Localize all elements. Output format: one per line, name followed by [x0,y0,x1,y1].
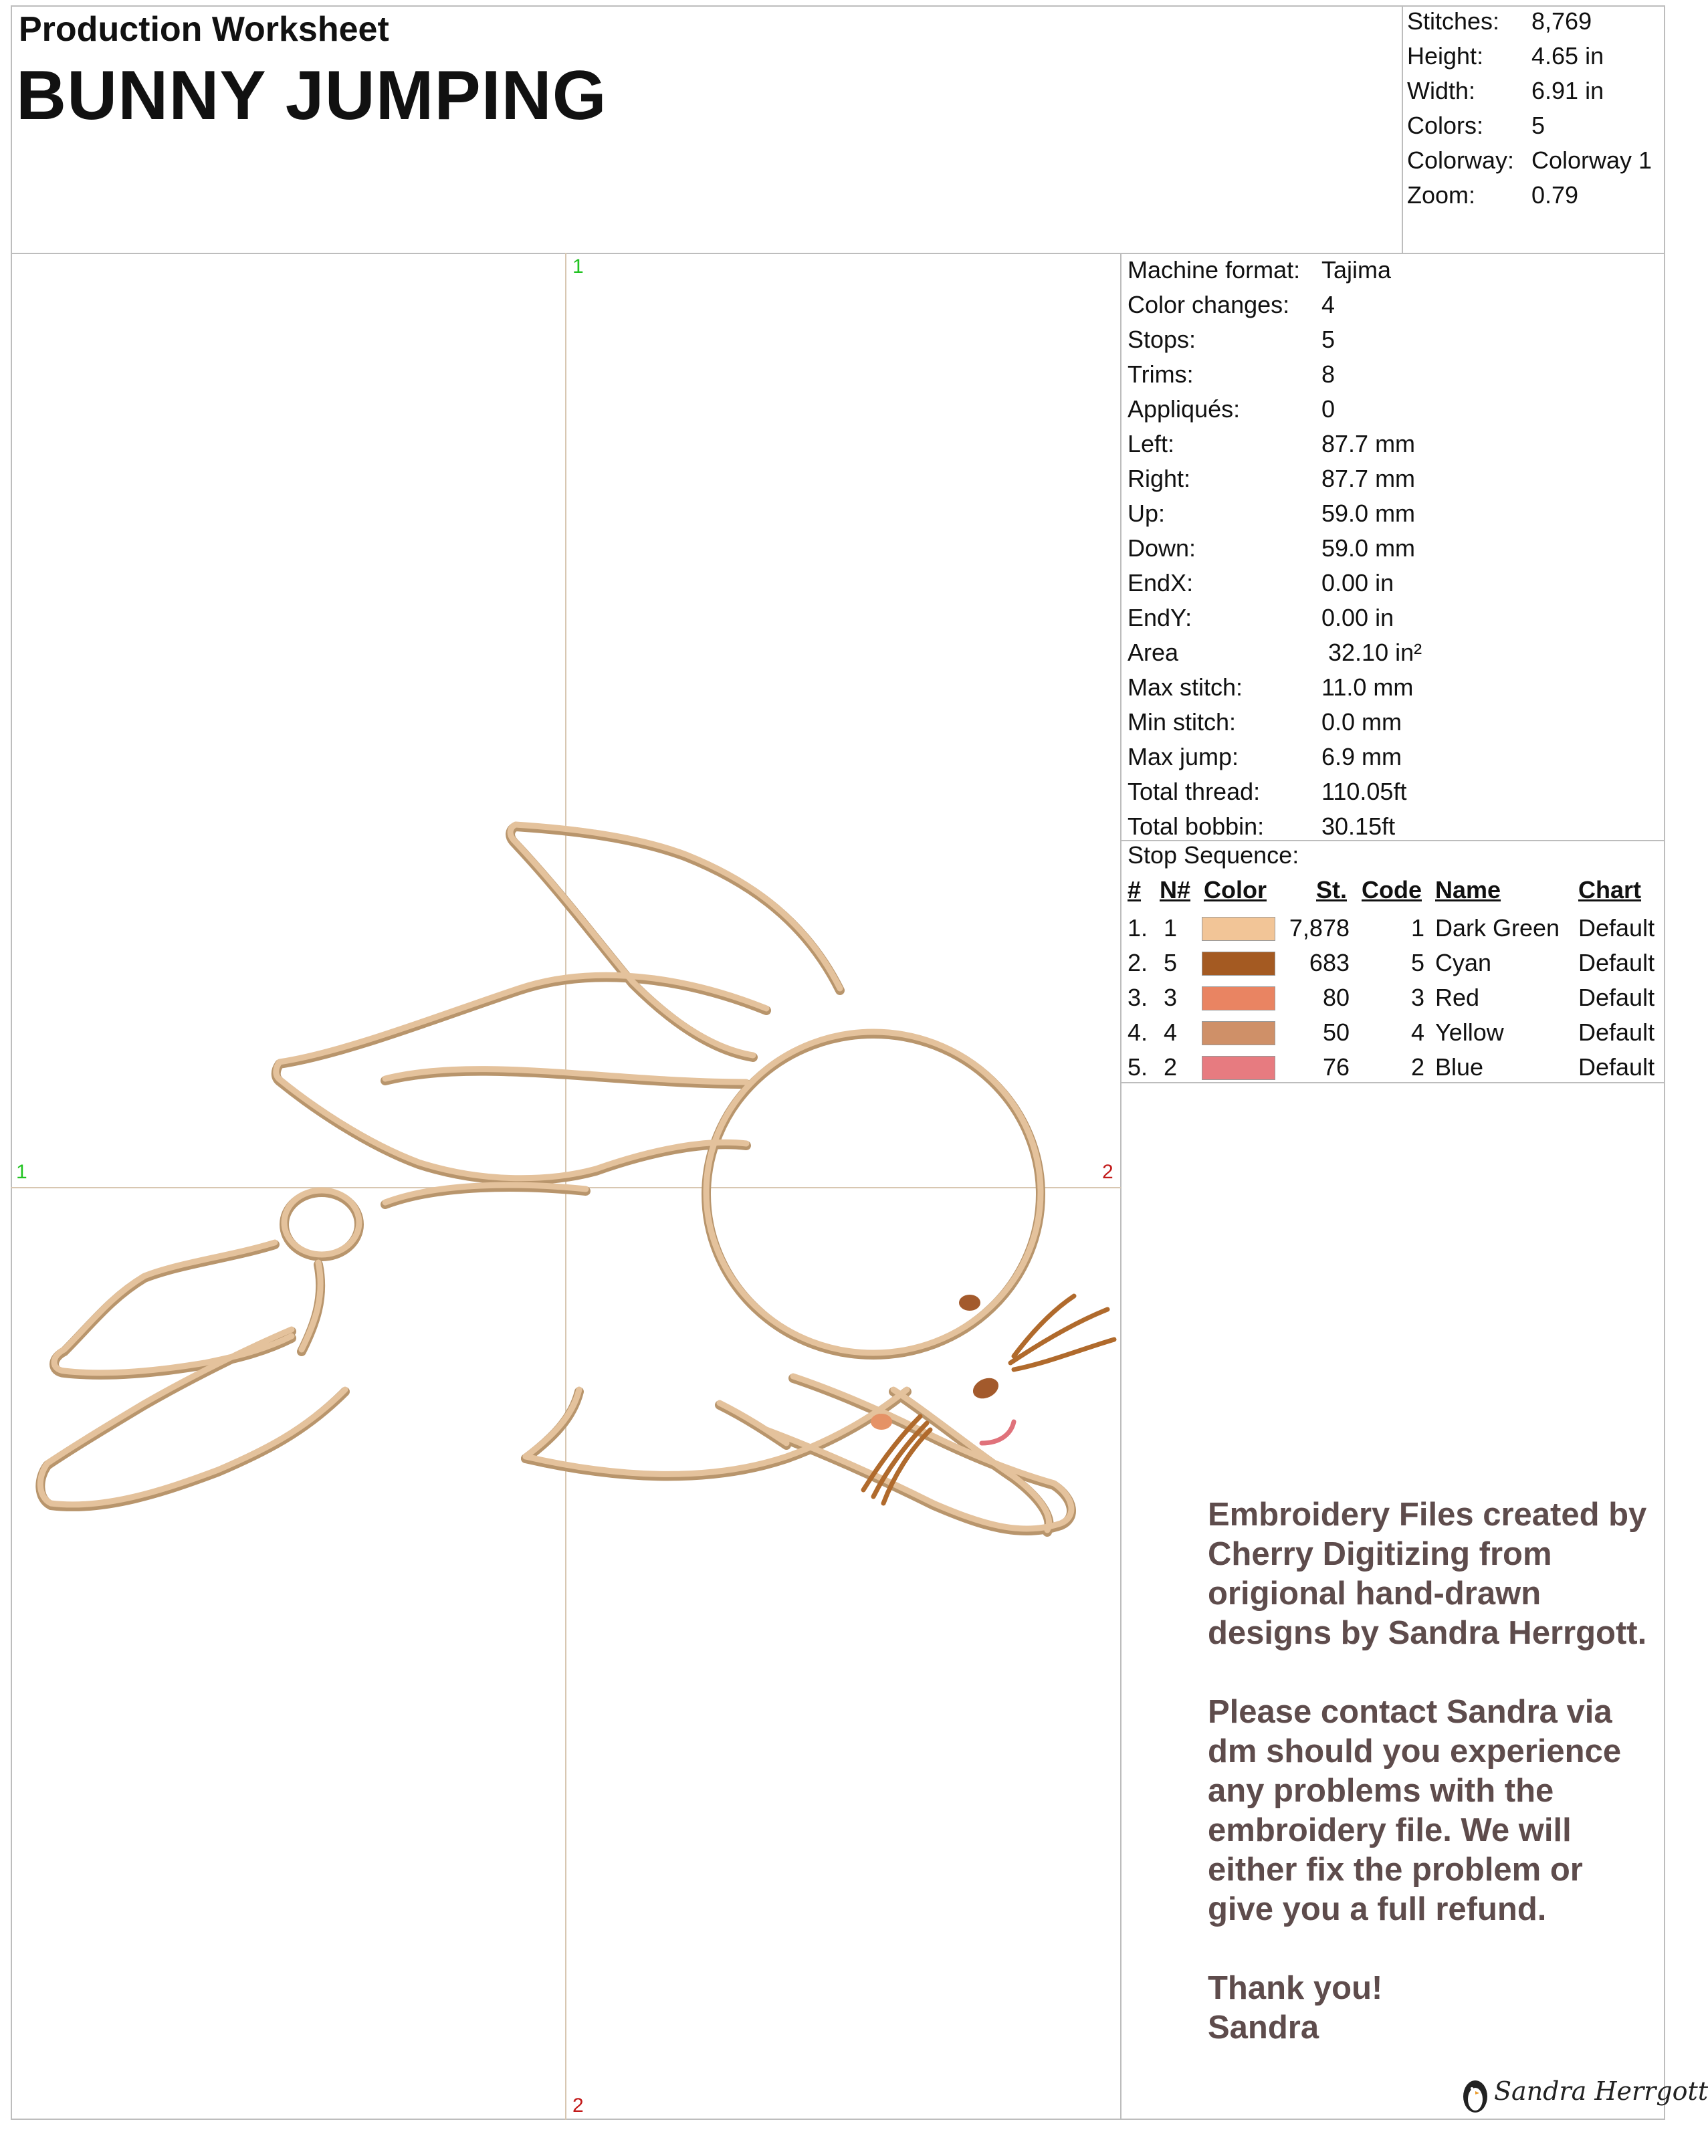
stop-name: Blue [1435,1053,1484,1081]
detail-label: Total bobbin: [1128,813,1265,840]
back-leg-lower [40,1329,345,1505]
marker-bottom: 2 [572,2094,584,2117]
front-ear [510,827,840,1057]
detail-value: 32.10 in² [1321,639,1422,666]
stop-chart: Default [1578,914,1655,942]
col-header-code: Code [1362,876,1422,903]
stop-chart: Default [1578,949,1655,976]
detail-label: Machine format: [1128,256,1301,284]
detail-value: 87.7 mm [1321,465,1416,492]
nose [871,1414,892,1430]
marker-top: 1 [572,255,584,278]
stop-code: 1 [1410,914,1424,942]
tail [284,1190,359,1255]
detail-label: Up: [1128,500,1166,527]
detail-value: 30.15ft [1321,813,1396,840]
stop-chart: Default [1578,1018,1655,1046]
color-swatch [1202,952,1275,976]
front-leg-2 [893,1392,1049,1532]
col-header-num: # [1128,876,1142,903]
detail-value: 110.05ft [1321,778,1407,805]
col-header-chart: Chart [1578,876,1642,903]
marker-left: 1 [16,1161,27,1183]
detail-label: Total thread: [1128,778,1261,805]
signature [1455,2063,1708,2123]
color-swatch [1202,1021,1275,1045]
creator-note [1208,1495,1649,2087]
stop-code: 3 [1410,984,1424,1011]
summary-label: Colors: [1407,112,1484,139]
detail-value: 6.9 mm [1321,743,1402,770]
detail-label: Min stitch: [1128,708,1237,736]
belly-line [526,1390,579,1457]
stop-stitches: 50 [1322,1018,1350,1046]
summary-label: Colorway: [1407,146,1515,174]
summary-value: 4.65 in [1531,42,1604,70]
stop-name: Dark Green [1435,914,1560,942]
detail-value: 11.0 mm [1321,673,1414,701]
detail-label: EndX: [1128,569,1194,597]
note-paragraph: Please contact Sandra via dm should you experience any problems with the embroidery file. We will either fix the problem or give you a full refund. [1208,1694,1622,1927]
note-paragraph: Embroidery Files created by Cherry Digitizing from origional hand-drawn designs by Sandra Herrgott. [1208,1497,1647,1651]
detail-label: Stops: [1128,326,1196,353]
summary-label: Width: [1407,77,1476,104]
detail-value: 0.00 in [1321,604,1394,631]
col-header-color: Color [1204,876,1267,903]
chest-line [720,1403,786,1443]
summary-value: 0.79 [1531,181,1579,209]
head [706,1032,1041,1353]
summary-label: Zoom: [1407,181,1476,209]
stop-needle: 1 [1164,914,1178,942]
worksheet-title: Production Worksheet [19,10,389,49]
detail-value: 59.0 mm [1321,500,1416,527]
col-header-stitches: St. [1316,876,1348,903]
front-leg [766,1378,1071,1531]
stop-num: 1. [1128,914,1148,942]
summary-label: Height: [1407,42,1484,70]
stop-stitches: 683 [1309,949,1350,976]
back-leg [54,1243,292,1373]
detail-label: Left: [1128,430,1175,457]
detail-value: 87.7 mm [1321,430,1416,457]
whisker [1010,1309,1107,1363]
detail-value: Tajima [1321,256,1392,284]
stop-name: Cyan [1435,949,1492,976]
eye [970,1374,1002,1402]
stop-stitches: 76 [1322,1053,1350,1081]
summary-value: 5 [1531,112,1545,139]
detail-value: 0.0 mm [1321,708,1402,736]
col-header-needle: N# [1160,876,1191,903]
summary-value: 6.91 in [1531,77,1604,104]
stop-code: 5 [1410,949,1424,976]
front-ear [510,825,840,1055]
penguin-icon [1455,2070,1495,2117]
stop-chart: Default [1578,1053,1655,1081]
signature-text: Sandra Herrgott [1494,2076,1708,2106]
stop-code: 4 [1410,1018,1424,1046]
design-name: BUNNY JUMPING [16,57,607,134]
detail-label: Down: [1128,534,1196,562]
detail-value: 5 [1321,326,1336,353]
detail-label: Max jump: [1128,743,1239,770]
col-header-name: Name [1435,876,1501,903]
eye [959,1295,980,1311]
stop-needle: 4 [1164,1018,1178,1046]
marker-right: 2 [1102,1161,1113,1183]
detail-value: 4 [1321,291,1336,318]
bunny-design [11,253,1121,2120]
whisker [1014,1339,1114,1370]
stop-code: 2 [1410,1053,1424,1081]
stop-chart: Default [1578,984,1655,1011]
stop-needle: 2 [1164,1053,1178,1081]
stop-stitches: 7,878 [1289,914,1350,942]
summary-value: 8,769 [1531,7,1592,35]
stop-sequence-label: Stop Sequence: [1128,841,1299,869]
stop-num: 4. [1128,1018,1148,1046]
header-summary-divider [1402,5,1403,253]
color-swatch [1202,986,1275,1010]
detail-value: 0.00 in [1321,569,1394,597]
stop-num: 5. [1128,1053,1148,1081]
stop-needle: 3 [1164,984,1178,1011]
stop-needle: 5 [1164,949,1178,976]
note-paragraph: Thank you! Sandra [1208,1970,1383,2046]
stop-num: 2. [1128,949,1148,976]
detail-label: Right: [1128,465,1191,492]
color-swatch [1202,1056,1275,1080]
detail-label: Color changes: [1128,291,1290,318]
detail-value: 8 [1321,360,1336,388]
mouth [982,1422,1014,1443]
bunny-outline [40,825,1071,1530]
detail-label: EndY: [1128,604,1192,631]
detail-label: Max stitch: [1128,673,1243,701]
detail-label: Area [1128,639,1179,666]
stop-num: 3. [1128,984,1148,1011]
stop-name: Yellow [1435,1018,1504,1046]
detail-value: 0 [1321,395,1336,423]
stop-stitches: 80 [1322,984,1350,1011]
stop-name: Red [1435,984,1480,1011]
summary-value: Colorway 1 [1531,146,1652,174]
color-swatch [1202,917,1275,941]
summary-label: Stitches: [1407,7,1500,35]
detail-label: Trims: [1128,360,1194,388]
detail-value: 59.0 mm [1321,534,1416,562]
whisker [1014,1296,1074,1356]
detail-label: Appliqués: [1128,395,1241,423]
